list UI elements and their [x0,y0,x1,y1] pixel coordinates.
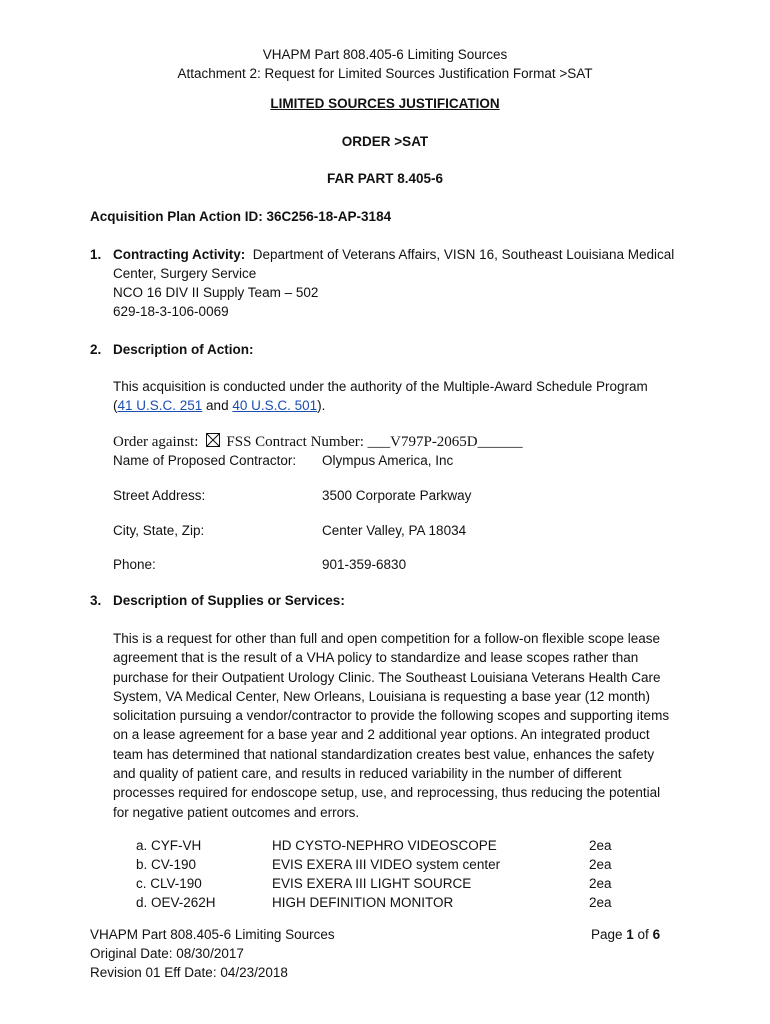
item-quantity: 2ea [589,895,612,910]
link-40-usc-501[interactable]: 40 U.S.C. 501 [232,398,318,413]
fss-contract-number: FSS Contract Number: ___V797P-2065D______ [226,434,523,450]
item-quantity: 2ea [589,838,612,853]
section-1-line-1 [113,247,674,262]
close-paren: ). [317,398,326,413]
street-address-label: Street Address: [113,488,206,503]
item-code: d. OEV-262H [136,895,216,910]
phone-label: Phone: [113,557,156,572]
section-1-text-1: Department of Veterans Affairs, VISN 16, Southeast Louisiana Medical [252,247,675,262]
footer-line-3: Revision 01 Eff Date: 04/23/2018 [90,965,288,980]
acquisition-id: Acquisition Plan Action ID: 36C256-18-AP-3184 [90,209,392,224]
item-quantity: 2ea [589,857,612,872]
contractor-name-value: Olympus America, Inc [322,453,454,468]
item-description: HIGH DEFINITION MONITOR [272,895,454,910]
street-address-value: 3500 Corporate Parkway [322,488,472,503]
of-word: of [633,927,653,942]
footer-line-2: Original Date: 08/30/2017 [90,946,244,961]
item-quantity: 2ea [589,876,612,891]
supplies-description-paragraph: This is a request for other than full and open competition for a follow-on flexible scope lease agreement that is the result of a VHA policy to standardize and lease scopes rather than purchase for their Outpatient Urology Clinic. The Southeast Louisiana Veterans Health Care System, VA Medical Center, New Orleans, Louisiana is requesting a base year (12 month) solicitation pursuing a vendor/contractor to provide the following scopes and supporting items on a lease agreement for a base year and 2 additional year options. An integrated product team has determined that national standardization creates best value, enhances the safety and quality of patient care, and results in reduced variability in the number of different processes required for endoscope setup, use, and reprocessing, thus reducing the potential for negative patient outcomes and errors. [113,631,670,820]
far-title: FAR PART 8.405-6 [326,171,444,186]
current-page: 1 [626,927,634,942]
fss-checkbox[interactable] [206,433,220,447]
phone-value: 901-359-6830 [322,557,407,572]
section-1-label: Contracting Activity: [113,247,246,262]
doc-title: LIMITED SOURCES JUSTIFICATION [270,96,500,111]
total-pages: 6 [652,927,661,942]
contractor-name-label: Name of Proposed Contractor: [113,453,297,468]
header-line-1: VHAPM Part 808.405-6 Limiting Sources [262,47,508,62]
item-code: a. CYF-VH [136,838,202,853]
order-against-label: Order against: [113,434,199,450]
city-state-zip-value: Center Valley, PA 18034 [322,523,467,538]
item-description: EVIS EXERA III VIDEO system center [272,857,501,872]
footer-line-1: VHAPM Part 808.405-6 Limiting Sources [90,927,335,942]
section-3-label: Description of Supplies or Services: [113,593,345,608]
item-description: HD CYSTO-NEPHRO VIDEOSCOPE [272,838,497,853]
city-state-zip-label: City, State, Zip: [113,523,205,538]
section-2-label: Description of Action: [113,342,254,357]
authority-line-1: This acquisition is conducted under the authority of the Multiple-Award Schedule Program [113,379,648,394]
section-1-line-2: Center, Surgery Service [113,266,257,281]
authority-line-2 [113,398,325,413]
order-against-line [113,433,523,451]
section-1-line-4: 629-18-3-106-0069 [113,304,229,319]
item-code: c. CLV-190 [136,876,202,891]
section-3-number: 3. [90,593,102,608]
order-title: ORDER >SAT [341,134,429,149]
item-code: b. CV-190 [136,857,197,872]
page-word: Page [591,927,627,942]
section-2-number: 2. [90,342,102,357]
section-1-line-3: NCO 16 DIV II Supply Team – 502 [113,285,319,300]
link-41-usc-251[interactable]: 41 U.S.C. 251 [117,398,203,413]
header-line-2: Attachment 2: Request for Limited Sources Justification Format >SAT [177,66,593,81]
item-description: EVIS EXERA III LIGHT SOURCE [272,876,472,891]
and-text: and [202,398,233,413]
open-paren: ( [113,398,118,413]
checked-x-icon [207,434,219,446]
section-1-number: 1. [90,247,102,262]
page-number [591,927,660,942]
